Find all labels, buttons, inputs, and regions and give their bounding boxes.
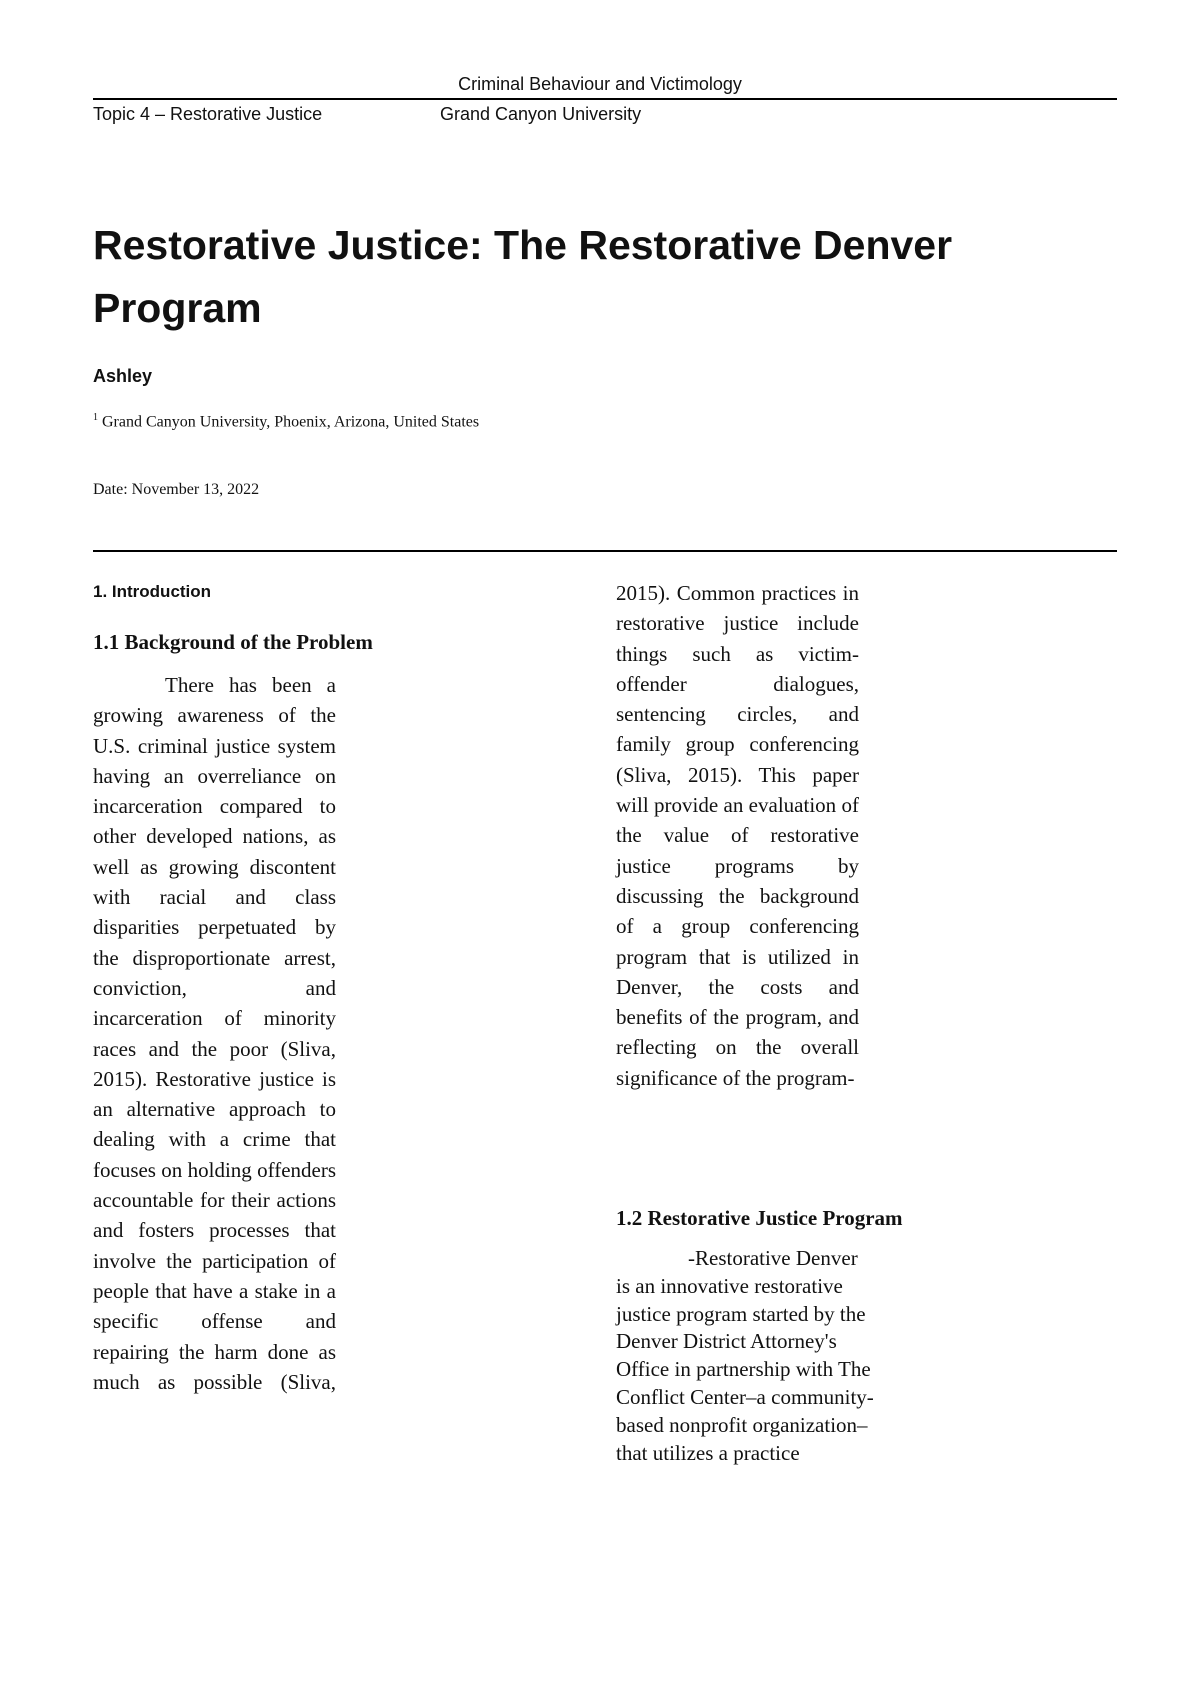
background-paragraph: There has been a growing awareness of the U.S. criminal justice system having an overreliance on incarceration compared to other developed nations, as well as growing discontent with racial and class disparities perpetuated by the disproportionate arrest, conviction, and incarceration of minority races and the poor (Sliva, 2015). Restorative justice is an alternative approach to dealing with a crime that focuses on holding offenders accountable for their actions and fosters processes that involve the participation of people that have a stake in a specific offense and repairing the harm done as much as possible (Sliva,: [93, 673, 336, 1394]
intro-heading: 1. Introduction: [93, 582, 212, 601]
section-divider: [93, 550, 1117, 552]
date-line: Date: November 13, 2022: [93, 481, 260, 498]
background-heading: 1.1 Background of the Problem: [93, 630, 373, 654]
course-title: Criminal Behaviour and Victimology: [458, 74, 742, 94]
university-label: Grand Canyon University: [440, 104, 642, 124]
header-rule: [93, 98, 1117, 100]
topic-label: Topic 4 – Restorative Justice: [93, 104, 323, 124]
program-paragraph: -Restorative Denver is an innovative restorative justice program started by the Denver District Attorney's Office in partnership with The Conflict Center–a community-based nonprofit organization– that utilizes a practice: [616, 1246, 874, 1465]
author-name: Ashley: [93, 366, 153, 386]
affiliation: [93, 412, 479, 431]
program-heading: 1.2 Restorative Justice Program: [616, 1206, 903, 1230]
background-paragraph-continued: 2015). Common practices in restorative justice include things such as victim-offender dialogues, sentencing circles, and family group conferencing (Sliva, 2015). This paper will provide an evaluation of the value of restorative justice programs by discussing the background of a group conferencing program that is utilized in Denver, the costs and benefits of the program, and reflecting on the overall significance of the program-: [616, 581, 859, 1090]
affiliation-marker: 1: [93, 412, 98, 423]
affiliation-text: Grand Canyon University, Phoenix, Arizona, United States: [98, 413, 480, 431]
paper-title: Restorative Justice: The Restorative Denver Program: [93, 222, 953, 331]
